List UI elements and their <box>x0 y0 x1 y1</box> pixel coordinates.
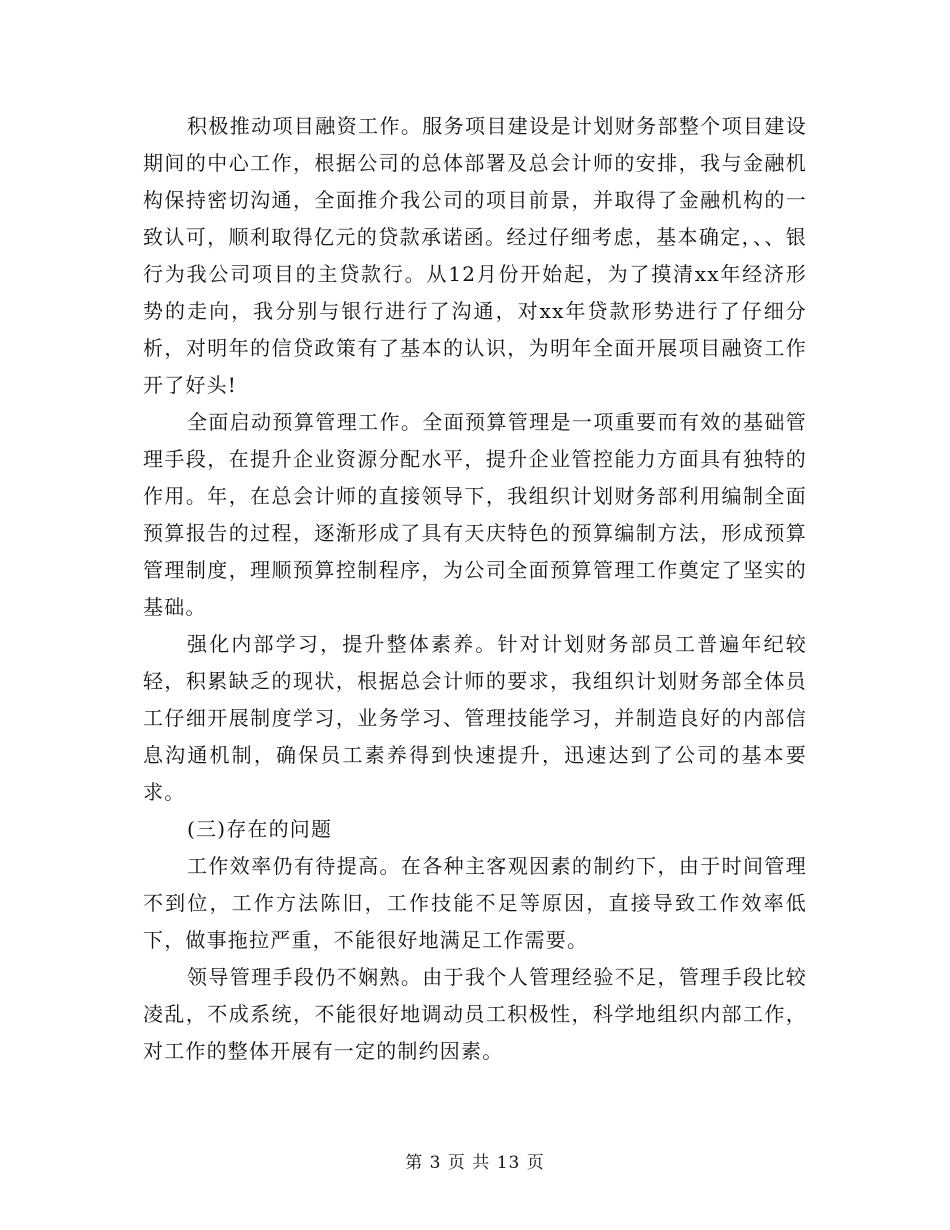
section-heading-problems: (三)存在的问题 <box>187 817 333 841</box>
page-number-footer: 第 3 页 共 13 页 <box>405 1153 545 1173</box>
paragraph-budget-management: 全面启动预算管理工作。全面预算管理是一项重要而有效的基础管理手段，在提升企业资源分配水平，提升企业管控能力方面具有独特的作用。年，在总会计师的直接领导下，我组织计划财务部利用编制全面预算报告的过程，逐渐形成了具有天庆特色的预算编制方法，形成预算管理制度，理顺预算控制程序，为公司全面预算管理工作奠定了坚实的基础。 <box>143 410 807 619</box>
document-body <box>143 108 807 1070</box>
paragraph-leadership: 领导管理手段仍不娴熟。由于我个人管理经验不足，管理手段比较凌乱，不成系统，不能很好地调动员工积极性，科学地组织内部工作，对工作的整体开展有一定的制约因素。 <box>143 965 807 1063</box>
paragraph-work-efficiency: 工作效率仍有待提高。在各种主客观因素的制约下，由于时间管理不到位，工作方法陈旧，工作技能不足等原因，直接导致工作效率低下，做事拖拉严重，不能很好地满足工作需要。 <box>143 854 807 952</box>
paragraph-internal-learning: 强化内部学习，提升整体素养。针对计划财务部员工普遍年纪较轻，积累缺乏的现状，根据总会计师的要求，我组织计划财务部全体员工仔细开展制度学习，业务学习、管理技能学习，并制造良好的内部信息沟通机制，确保员工素养得到快速提升，迅速达到了公司的基本要求。 <box>143 632 807 804</box>
paragraph-project-financing: 积极推动项目融资工作。服务项目建设是计划财务部整个项目建设期间的中心工作，根据公司的总体部署及总会计师的安排，我与金融机构保持密切沟通，全面推介我公司的项目前景，并取得了金融机构的一致认可，顺利取得亿元的贷款承诺函。经过仔细考虑，基本确定，、、银行为我公司项目的主贷款行。从12月份开始起，为了摸清xx年经济形势的走向，我分别与银行进行了沟通，对xx年贷款形势进行了仔细分析，对明年的信贷政策有了基本的认识，为明年全面开展项目融资工作开了好头! <box>143 114 807 397</box>
